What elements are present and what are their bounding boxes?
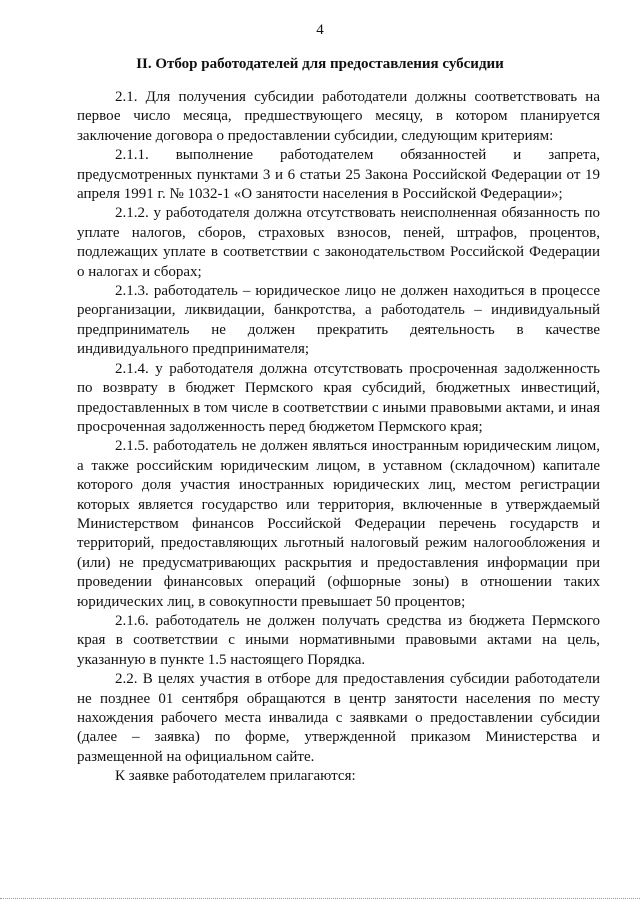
document-body [77,88,600,787]
paragraph-2-1-3: 2.1.3. работодатель – юридическое лицо не должен находиться в процессе реорганизации, ликвидации, банкротства, а работодатель – индивидуальный предприниматель не должен прекратить деятельность в качестве индивидуального предпринимателя; [77,283,600,358]
page-number: 4 [316,22,324,38]
paragraph-2-1-1: 2.1.1. выполнение работодателем обязанностей и запрета, предусмотренных пунктами 3 и 6 статьи 25 Закона Российской Федерации от 19 апреля 1991 г. № 1032-1 «О занятости населения в Российской Федерации»; [77,147,600,203]
paragraph-2-1-4: 2.1.4. у работодателя должна отсутствовать просроченная задолженность по возврату в бюджет Пермского края субсидий, бюджетных инвестиций, предоставленных в том числе в соответствии с иными правовыми актами, и иная просроченная задолженность перед бюджетом Пермского края; [77,360,600,435]
page-bottom-edge [0,898,640,899]
paragraph-2-1: 2.1. Для получения субсидии работодатели должны соответствовать на первое число месяца, предшествующего месяцу, в котором планируется заключение договора о предоставлении субсидии, следующим критериям: [77,89,600,144]
paragraph-attachments-intro: К заявке работодателем прилагаются: [115,768,356,785]
paragraph-2-2: 2.2. В целях участия в отборе для предоставления субсидии работодатели не позднее 01 сентября обращаются в центр занятости населения по месту нахождения рабочего места инвалида с заявками о предоставлении субсидии (далее – заявка) по форме, утвержденной приказом Министерства и размещенной на официальном сайте. [77,671,600,765]
paragraph-2-1-2: 2.1.2. у работодателя должна отсутствовать неисполненная обязанность по уплате налогов, сборов, страховых взносов, пеней, штрафов, процентов, подлежащих уплате в соответствии с законодательством Российской Федерации о налогах и сборах; [77,205,600,280]
paragraph-2-1-5: 2.1.5. работодатель не должен являться иностранным юридическим лицом, а также российским юридическим лицом, в уставном (складочном) капитале которого доля участия иностранных юридических лиц, местом регистрации которых является государство или территория, включенные в утверждаемый Министерством финансов Российской Федерации перечень государств и территорий, предоставляющих льготный налоговый режим налогообложения и (или) не предусматривающих раскрытия и предоставления информации при проведении финансовых операций (офшорные зоны) в отношении таких юридических лиц, в совокупности превышает 50 процентов; [77,438,600,610]
section-title: II. Отбор работодателей для предоставления субсидии [136,56,504,72]
paragraph-2-1-6: 2.1.6. работодатель не должен получать средства из бюджета Пермского края в соответствии с иными нормативными правовыми актами на цель, указанную в пункте 1.5 настоящего Порядка. [77,612,600,668]
